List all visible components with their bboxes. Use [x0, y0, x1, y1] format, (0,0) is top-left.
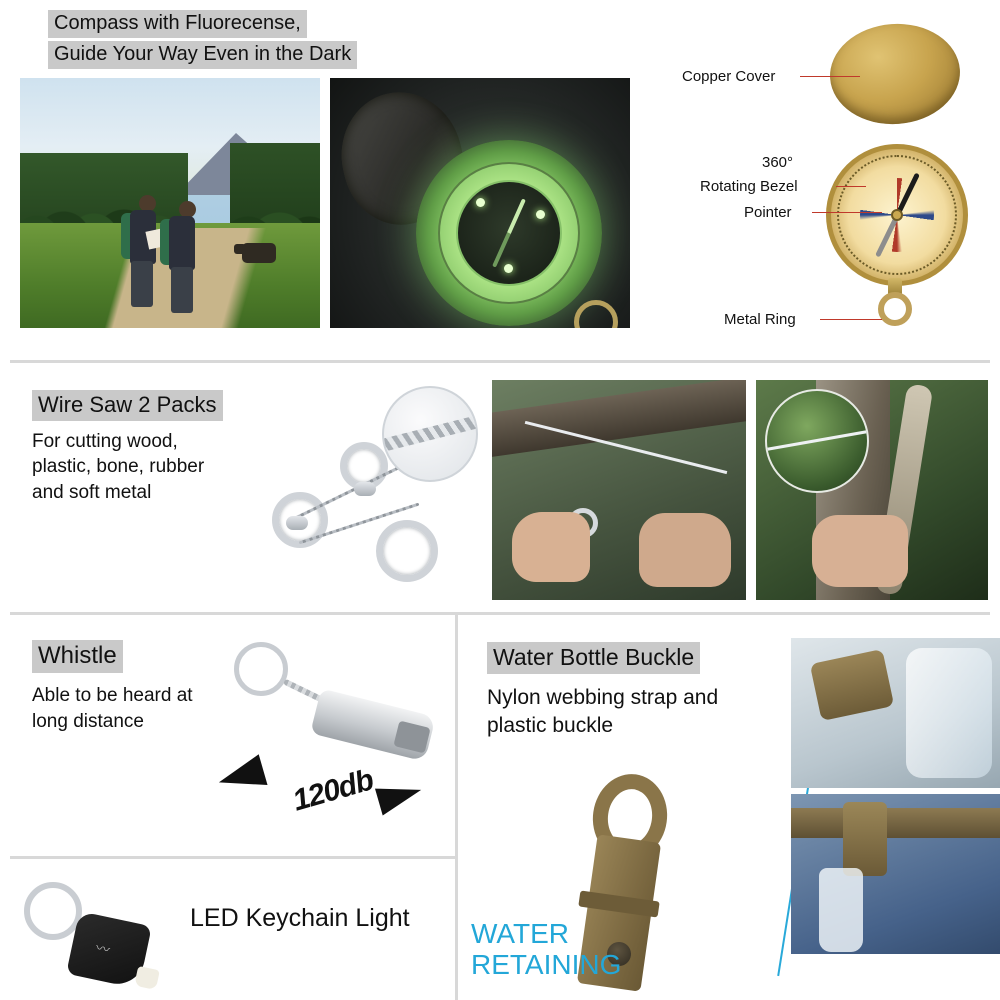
- torso: [169, 216, 195, 270]
- aluminum-whistle-keychain-photo: [218, 636, 448, 836]
- wire-magnifier-inset: [382, 386, 478, 482]
- logo-mark-icon: 〰: [94, 939, 112, 959]
- whistle-body-line2: long distance: [32, 710, 144, 732]
- callout-rotating-bezel: Rotating Bezel: [700, 178, 798, 195]
- callout-copper-cover: Copper Cover: [682, 68, 776, 85]
- decibel-badge: 120db: [289, 763, 377, 818]
- glowing-compass-in-dark-photo: [330, 78, 630, 328]
- water-retaining-line2: RETAINING: [471, 949, 622, 981]
- needle-hub: [891, 209, 903, 221]
- buckle-clip: [843, 802, 887, 876]
- callout-line-copper-cover: [800, 76, 860, 77]
- wire-saw-text-block: [32, 390, 272, 505]
- whistle-title: Whistle: [32, 640, 123, 673]
- legs: [171, 267, 193, 313]
- copper-cover-photo: [827, 20, 964, 129]
- water-retaining-line1: WATER: [471, 918, 569, 949]
- section-divider-vertical: [455, 615, 458, 1000]
- key-ring: [574, 300, 618, 328]
- compass-section: [0, 0, 1000, 360]
- compass-title: [48, 10, 428, 72]
- compass-face-photo: [826, 144, 968, 286]
- callout-metal-ring: Metal Ring: [724, 311, 796, 328]
- magnified-cut: [765, 428, 869, 452]
- cutting-branch-photo: [492, 380, 746, 600]
- key-ring: [234, 642, 288, 696]
- hand-left: [512, 512, 590, 582]
- compass-title-line1: Compass with Fluorecense,: [48, 10, 307, 38]
- led-keychain-light-photo: [10, 872, 190, 992]
- cutting-sapling-photo: [756, 380, 988, 600]
- tree-branch: [492, 380, 746, 460]
- wire-saw-title: Wire Saw 2 Packs: [32, 390, 223, 421]
- whistle-body-line1: Able to be heard at: [32, 685, 193, 706]
- buckle-text-block: [487, 642, 787, 740]
- callout-line-metal-ring: [820, 319, 882, 320]
- section-divider-1: [10, 360, 990, 363]
- buckle-body-line1: Nylon webbing strap and: [487, 685, 719, 709]
- glow-dot: [476, 198, 485, 207]
- buckle-holding-bottle-photo: [791, 638, 1000, 788]
- section-divider-2: [10, 612, 990, 615]
- compass-callout-diagram: [640, 6, 1000, 356]
- callout-line-pointer: [812, 212, 882, 213]
- wire-saw-section: [0, 366, 1000, 612]
- hand-right: [639, 513, 731, 587]
- callout-line-bezel: [836, 186, 866, 187]
- buckle-body-line2: plastic buckle: [487, 714, 614, 738]
- glow-dot: [536, 210, 545, 219]
- wire-saw-body-line3: and soft metal: [32, 481, 152, 503]
- metal-ring-shape: [878, 292, 912, 326]
- wire-saw-body-line1: For cutting wood,: [32, 430, 178, 452]
- compass-title-line2: Guide Your Way Even in the Dark: [48, 41, 357, 69]
- led-keychain-title: LED Keychain Light: [190, 904, 410, 932]
- hiker-right: [158, 201, 208, 313]
- wire-saw-body-line2: plastic, bone, rubber: [32, 456, 205, 478]
- section-divider-3: [10, 856, 455, 859]
- buckle-on-belt-with-bottle-photo: [791, 794, 1000, 954]
- whistle-section: [0, 618, 455, 856]
- magnified-wire: [382, 413, 478, 452]
- swivel-connector: [354, 482, 376, 496]
- water-retaining-caption: [471, 918, 621, 981]
- water-bottle: [906, 648, 992, 778]
- water-bottle: [819, 868, 863, 952]
- wire-saw-with-rings-photo: [256, 380, 482, 600]
- hand: [812, 515, 908, 587]
- buckle-usage-photos: [791, 618, 1000, 1000]
- glow-dot: [504, 264, 513, 273]
- led-keychain-section: [0, 862, 455, 1000]
- hikers-with-map-photo: [20, 78, 320, 328]
- led-bulb: [134, 966, 160, 990]
- key-ring: [24, 882, 82, 940]
- cow: [242, 243, 276, 263]
- closeup-inset: [765, 389, 869, 493]
- swivel-connector: [286, 516, 308, 530]
- water-bottle-buckle-section: [461, 618, 1000, 1000]
- buckle-clip: [810, 649, 894, 721]
- saw-ring: [376, 520, 438, 582]
- buckle-title: Water Bottle Buckle: [487, 642, 700, 674]
- compass-body-glowing: [416, 140, 602, 326]
- legs: [131, 261, 153, 307]
- callout-bezel-degrees: 360°: [762, 154, 794, 171]
- belt: [791, 808, 1000, 838]
- callout-pointer: Pointer: [744, 204, 792, 221]
